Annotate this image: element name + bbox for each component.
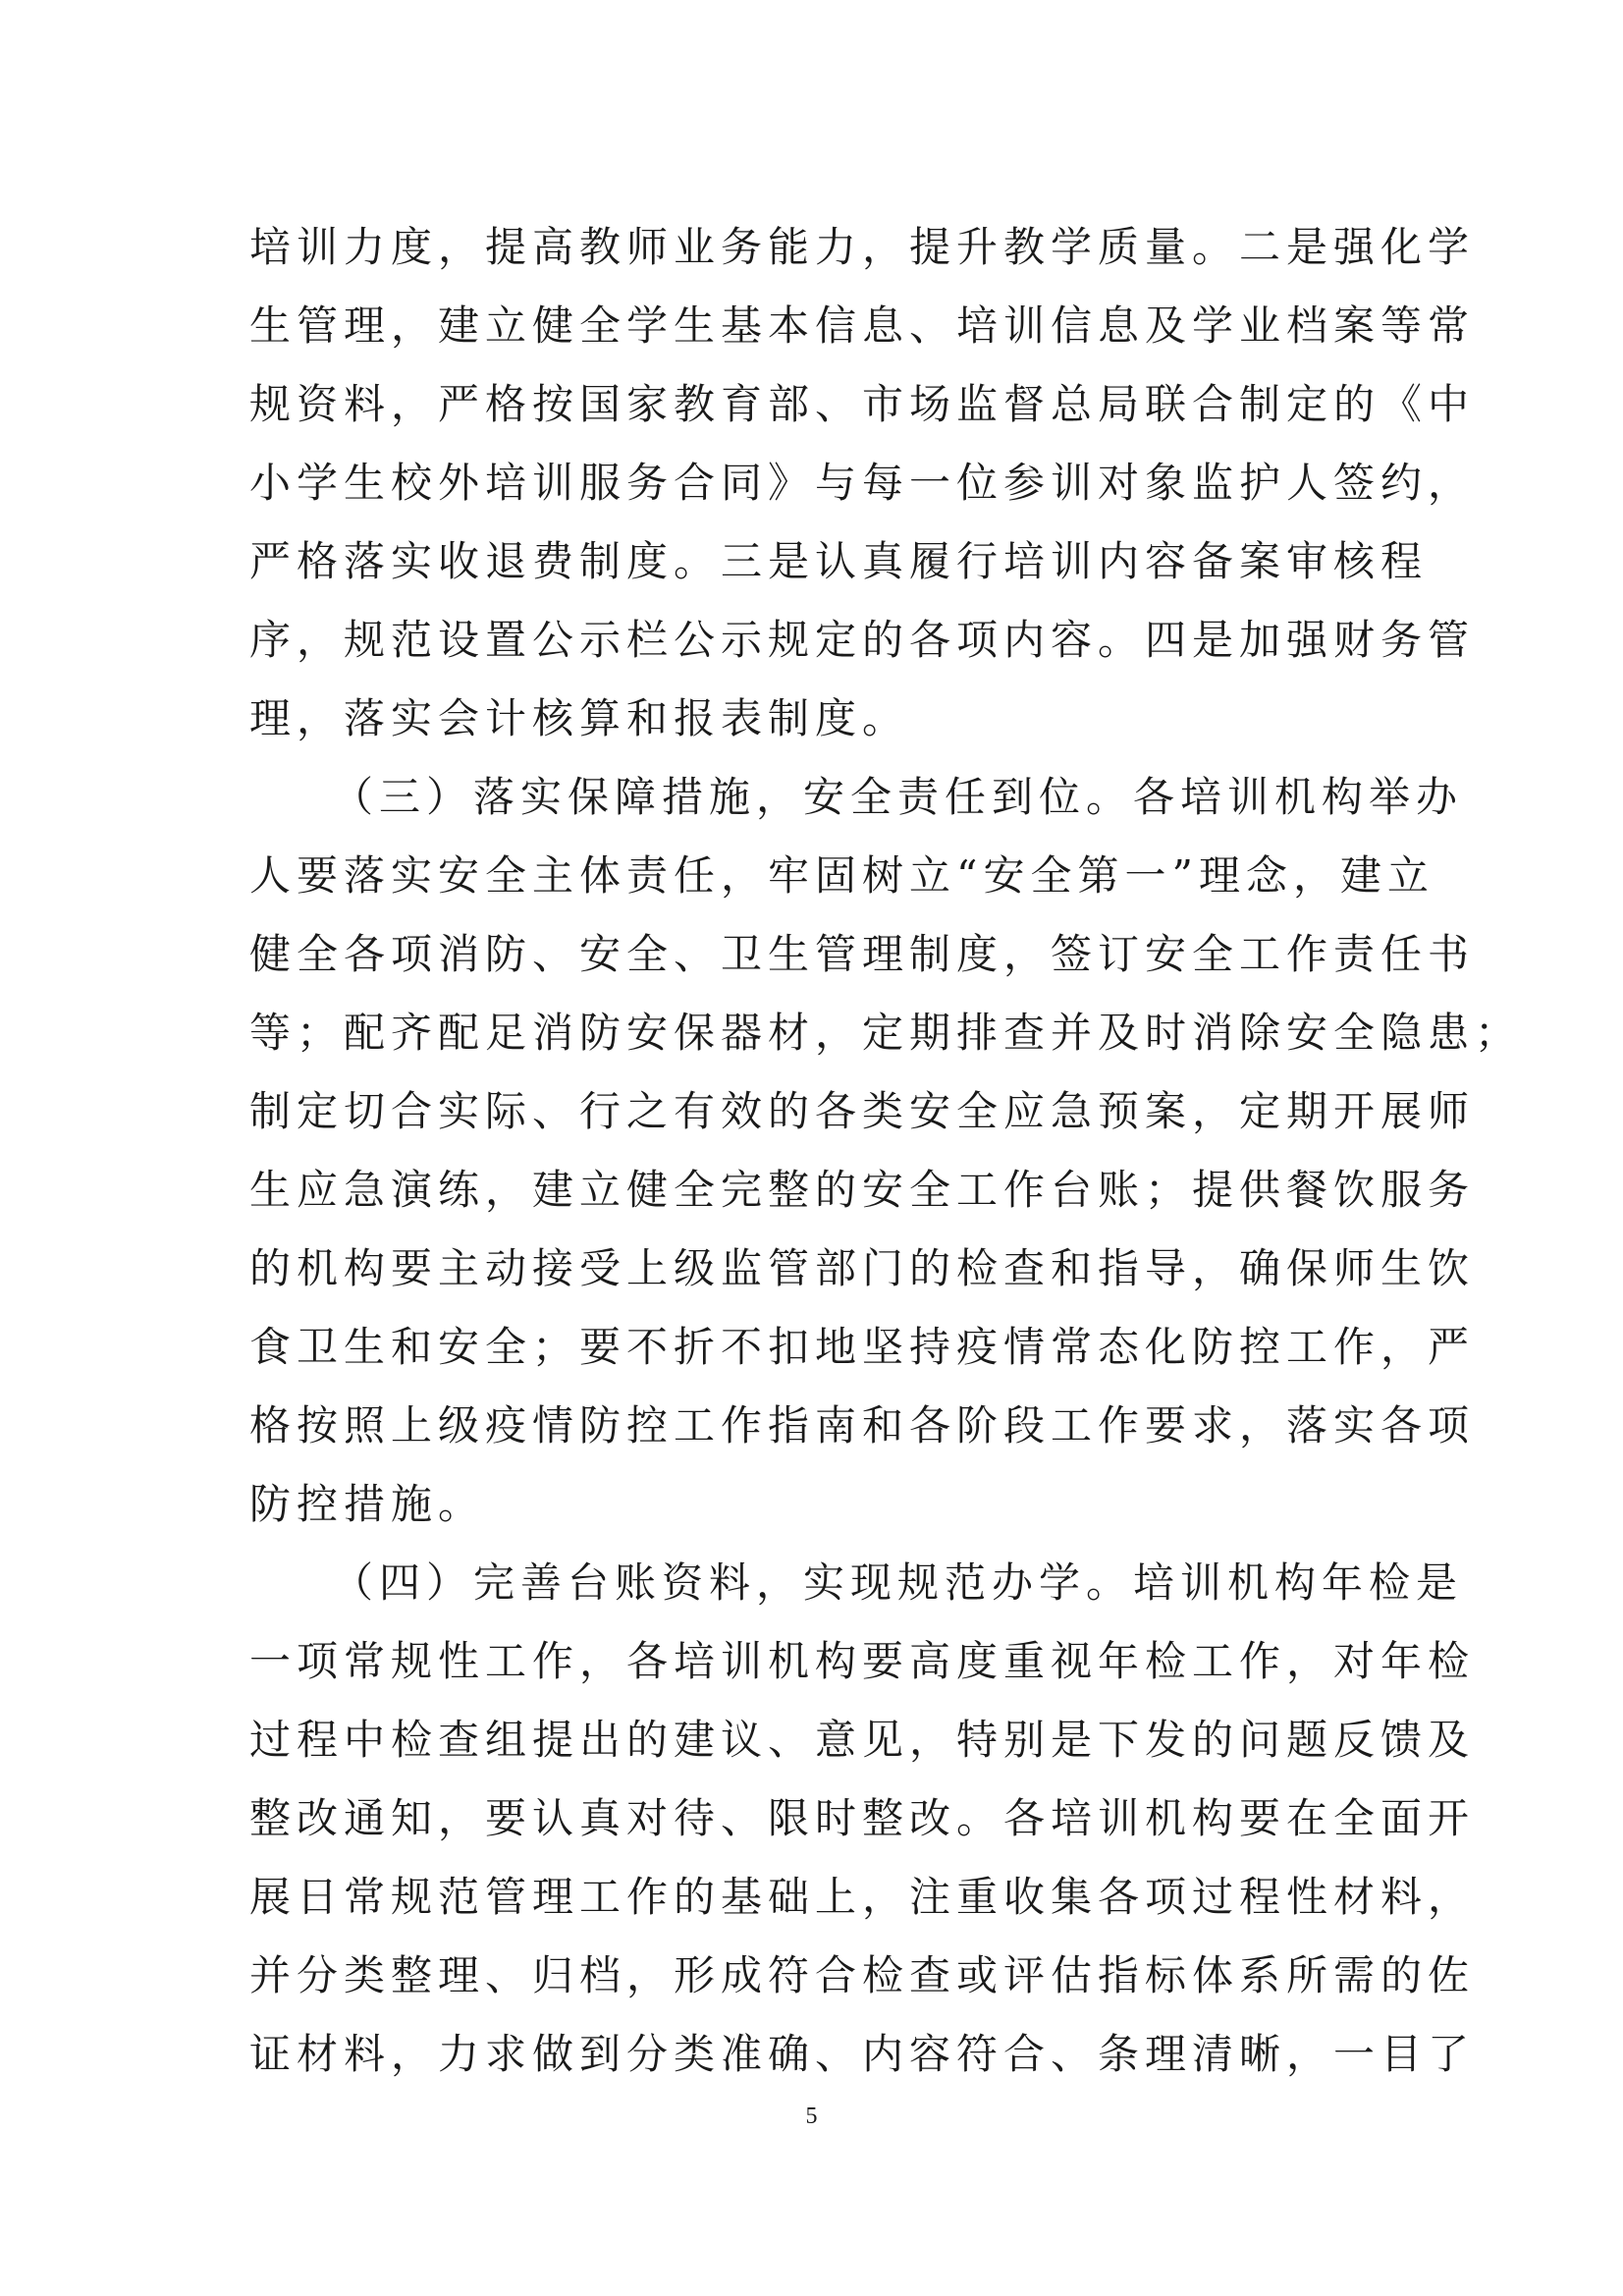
text-line: 展日常规范管理工作的基础上，注重收集各项过程性材料， bbox=[249, 1873, 1476, 1921]
text-line: 生管理，建立健全学生基本信息、培训信息及学业档案等常 bbox=[249, 301, 1476, 350]
text-line: 格按照上级疫情防控工作指南和各阶段工作要求，落实各项 bbox=[249, 1401, 1476, 1449]
text-line: 人要落实安全主体责任，牢固树立“安全第一”理念，建立 bbox=[249, 851, 1434, 900]
page-number: 5 bbox=[805, 2104, 818, 2129]
body-text bbox=[249, 208, 1523, 2094]
text-line: 的机构要主动接受上级监管部门的检查和指导，确保师生饮 bbox=[249, 1244, 1476, 1292]
section-heading-line: （三）落实保障措施，安全责任到位。各培训机构举办 bbox=[332, 773, 1464, 821]
text-line: 等；配齐配足消防安保器材，定期排查并及时消除安全隐患； bbox=[249, 1009, 1523, 1057]
text-line: 整改通知，要认真对待、限时整改。各培训机构要在全面开 bbox=[249, 1794, 1476, 1842]
text-line: 理，落实会计核算和报表制度。 bbox=[249, 694, 910, 742]
text-line: 小学生校外培训服务合同》与每一位参训对象监护人签约， bbox=[249, 459, 1476, 507]
text-line: 序，规范设置公示栏公示规定的各项内容。四是加强财务管 bbox=[249, 616, 1476, 664]
text-line: 规资料，严格按国家教育部、市场监督总局联合制定的《中 bbox=[249, 380, 1476, 428]
text-line: 制定切合实际、行之有效的各类安全应急预案，定期开展师 bbox=[249, 1087, 1476, 1135]
section-heading-line: （四）完善台账资料，实现规范办学。培训机构年检是 bbox=[332, 1558, 1464, 1607]
text-line: 食卫生和安全；要不折不扣地坚持疫情常态化防控工作，严 bbox=[249, 1323, 1476, 1371]
text-line: 生应急演练，建立健全完整的安全工作台账；提供餐饮服务 bbox=[249, 1166, 1476, 1214]
text-line: 过程中检查组提出的建议、意见，特别是下发的问题反馈及 bbox=[249, 1716, 1476, 1764]
text-line: 健全各项消防、安全、卫生管理制度，签订安全工作责任书 bbox=[249, 930, 1476, 978]
text-line: 严格落实收退费制度。三是认真履行培训内容备案审核程 bbox=[249, 537, 1429, 585]
text-line: 培训力度，提高教师业务能力，提升教学质量。二是强化学 bbox=[249, 223, 1476, 271]
text-line: 防控措施。 bbox=[249, 1480, 486, 1528]
text-line: 一项常规性工作，各培训机构要高度重视年检工作，对年检 bbox=[249, 1637, 1476, 1685]
text-line: 证材料，力求做到分类准确、内容符合、条理清晰，一目了 bbox=[249, 2030, 1476, 2078]
text-line: 并分类整理、归档，形成符合检查或评估指标体系所需的佐 bbox=[249, 1951, 1476, 1999]
